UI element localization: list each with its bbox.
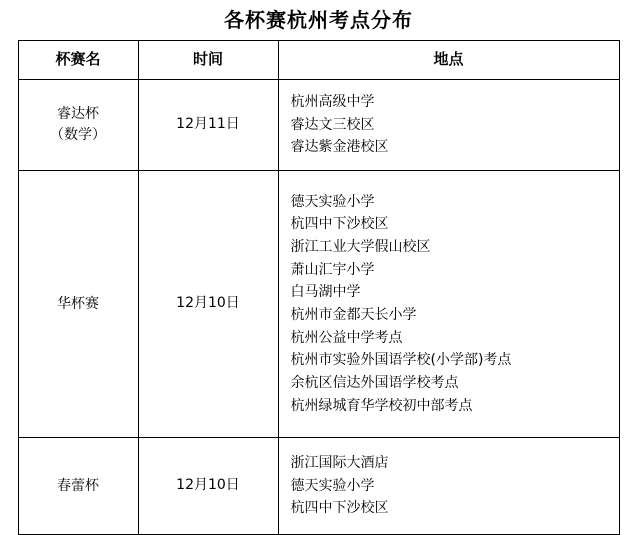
- location-line: 杭州公益中学考点: [290, 329, 403, 346]
- table-row: [18, 80, 619, 171]
- cell-contest-name: [18, 171, 138, 438]
- exam-locations-table: [18, 40, 620, 535]
- cell-contest-name: [18, 438, 138, 535]
- cell-location-list: [278, 80, 619, 171]
- contest-name-line: 华杯赛: [57, 295, 99, 312]
- location-line: 浙江国际大酒店: [290, 454, 389, 471]
- location-line: 杭州市实验外国语学校(小学部)考点: [290, 352, 512, 369]
- column-header-time: 时间: [138, 41, 278, 80]
- location-line: 杭州市金都天长小学: [290, 307, 417, 323]
- table-row: [18, 171, 619, 438]
- location-line: 德天实验小学: [290, 193, 375, 210]
- table-row: [18, 438, 619, 535]
- table-header-row: [18, 41, 619, 80]
- cell-time: 12月10日: [138, 171, 278, 438]
- contest-name-line: （数学）: [50, 127, 106, 143]
- location-line: 德天实验小学: [290, 477, 375, 494]
- location-line: 睿达紫金港校区: [290, 139, 389, 156]
- column-header-contest-name: 杯赛名: [18, 41, 138, 80]
- location-line: 睿达文三校区: [290, 116, 375, 133]
- location-line: 余杭区信达外国语学校考点: [290, 375, 459, 392]
- location-line: 杭州高级中学: [290, 93, 375, 110]
- cell-time: 12月11日: [138, 80, 278, 171]
- location-line: 杭州绿城育华学校初中部考点: [290, 397, 473, 414]
- contest-name-line: 春蕾杯: [57, 477, 99, 494]
- cell-contest-name: [18, 80, 138, 171]
- cell-location-list: [278, 438, 619, 535]
- cell-time: 12月10日: [138, 438, 278, 535]
- contest-name-line: 睿达杯: [57, 106, 99, 122]
- location-line: 杭四中下沙校区: [290, 500, 389, 517]
- cell-location-list: [278, 171, 619, 438]
- page-title: 各杯赛杭州考点分布: [224, 8, 413, 32]
- location-line: 萧山汇宇小学: [290, 261, 375, 278]
- column-header-location: 地点: [278, 41, 619, 80]
- location-line: 浙江工业大学假山校区: [290, 238, 431, 255]
- location-line: 杭四中下沙校区: [290, 216, 389, 233]
- location-line: 白马湖中学: [290, 284, 361, 301]
